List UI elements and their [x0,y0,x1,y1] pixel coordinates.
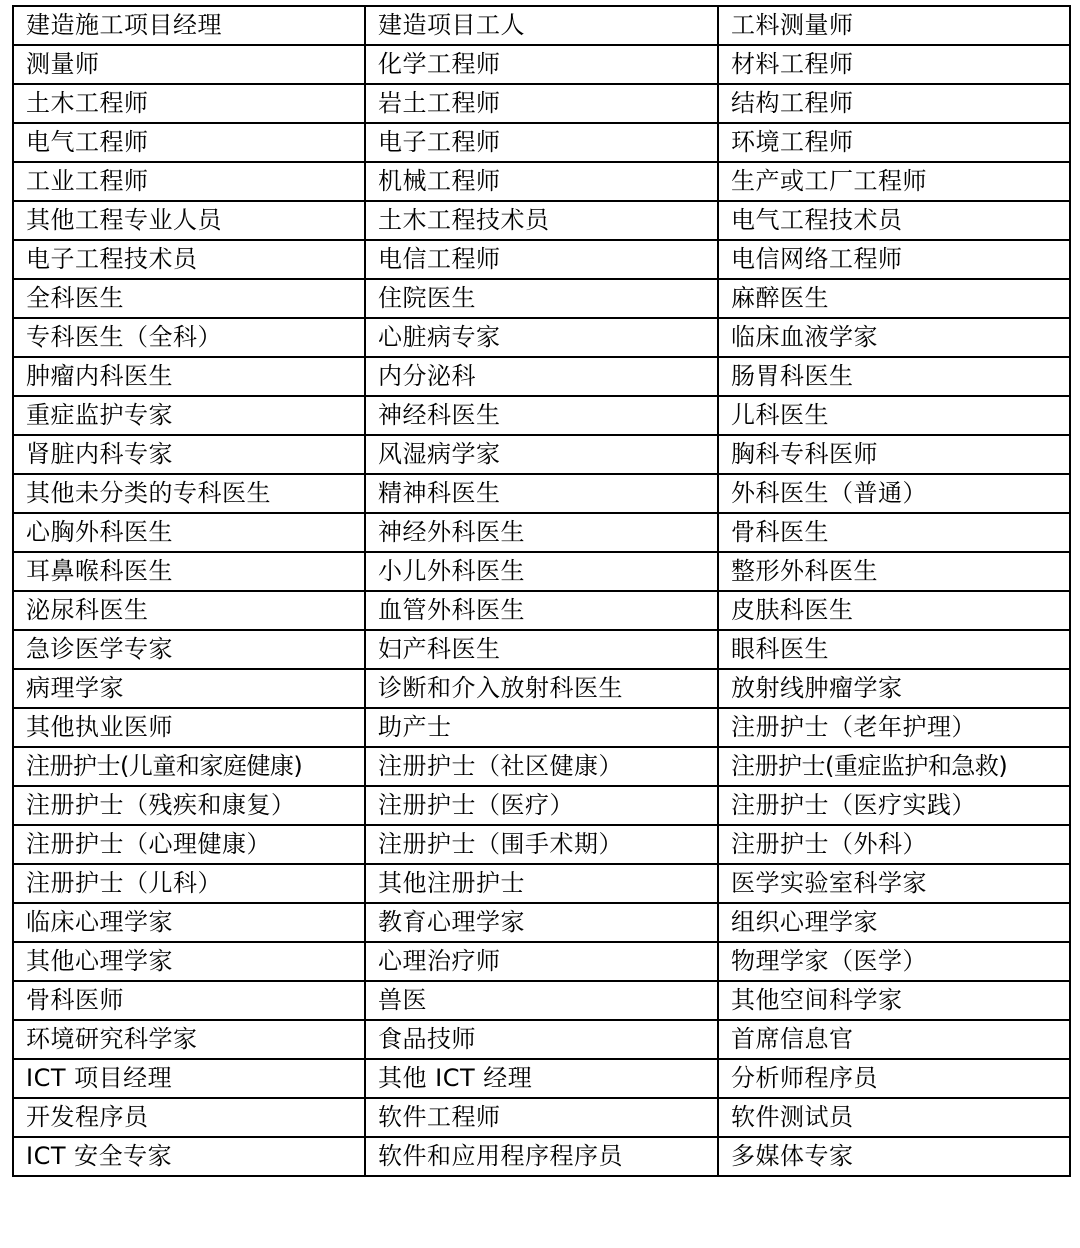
table-cell: 兽医 [365,981,718,1020]
table-cell: 电信工程师 [365,240,718,279]
table-cell: 神经科医生 [365,396,718,435]
table-cell: 肾脏内科专家 [13,435,365,474]
table-row [13,591,1070,630]
table-cell: 心理治疗师 [365,942,718,981]
table-row [13,630,1070,669]
table-row [13,6,1070,45]
table-cell: 临床血液学家 [718,318,1070,357]
table-cell: 首席信息官 [718,1020,1070,1059]
table-cell: 耳鼻喉科医生 [13,552,365,591]
table-cell: 开发程序员 [13,1098,365,1137]
table-row [13,279,1070,318]
table-cell: 电子工程师 [365,123,718,162]
table-cell: 血管外科医生 [365,591,718,630]
table-cell: 软件工程师 [365,1098,718,1137]
table-row [13,864,1070,903]
table-cell: 注册护士(重症监护和急救) [718,747,1070,786]
table-row [13,357,1070,396]
table-cell: 其他心理学家 [13,942,365,981]
table-cell: 重症监护专家 [13,396,365,435]
table-row [13,903,1070,942]
table-cell: 病理学家 [13,669,365,708]
occupation-table-body [13,6,1070,1176]
table-row [13,513,1070,552]
table-cell: 诊断和介入放射科医生 [365,669,718,708]
table-cell: 小儿外科医生 [365,552,718,591]
table-cell: 建造施工项目经理 [13,6,365,45]
table-cell: 食品技师 [365,1020,718,1059]
table-cell: 胸科专科医师 [718,435,1070,474]
table-cell: ICT 项目经理 [13,1059,365,1098]
table-cell: 住院医生 [365,279,718,318]
table-cell: 麻醉医生 [718,279,1070,318]
table-cell: 测量师 [13,45,365,84]
table-cell: 临床心理学家 [13,903,365,942]
table-row [13,123,1070,162]
table-row [13,1020,1070,1059]
table-row [13,1098,1070,1137]
table-cell: 多媒体专家 [718,1137,1070,1176]
table-cell: 组织心理学家 [718,903,1070,942]
table-cell: 妇产科医生 [365,630,718,669]
table-cell: 肿瘤内科医生 [13,357,365,396]
table-cell: ICT 安全专家 [13,1137,365,1176]
table-cell: 其他未分类的专科医生 [13,474,365,513]
table-cell: 助产士 [365,708,718,747]
table-cell: 分析师程序员 [718,1059,1070,1098]
table-cell: 专科医生（全科） [13,318,365,357]
table-cell: 神经外科医生 [365,513,718,552]
table-cell: 土木工程技术员 [365,201,718,240]
table-cell: 电子工程技术员 [13,240,365,279]
table-cell: 电信网络工程师 [718,240,1070,279]
table-cell: 放射线肿瘤学家 [718,669,1070,708]
table-row [13,552,1070,591]
table-cell: 材料工程师 [718,45,1070,84]
table-row [13,1059,1070,1098]
table-row [13,162,1070,201]
table-cell: 注册护士（围手术期） [365,825,718,864]
table-cell: 岩土工程师 [365,84,718,123]
table-cell: 其他注册护士 [365,864,718,903]
table-cell: 整形外科医生 [718,552,1070,591]
table-cell: 土木工程师 [13,84,365,123]
table-cell: 肠胃科医生 [718,357,1070,396]
table-cell: 软件测试员 [718,1098,1070,1137]
table-cell: 工料测量师 [718,6,1070,45]
table-cell: 心胸外科医生 [13,513,365,552]
table-row [13,669,1070,708]
table-cell: 注册护士（残疾和康复） [13,786,365,825]
table-row [13,708,1070,747]
table-row [13,981,1070,1020]
table-cell: 注册护士（社区健康） [365,747,718,786]
table-cell: 外科医生（普通） [718,474,1070,513]
table-cell: 注册护士（医疗实践） [718,786,1070,825]
table-cell: 工业工程师 [13,162,365,201]
table-cell: 其他 ICT 经理 [365,1059,718,1098]
table-cell: 其他执业医师 [13,708,365,747]
table-cell: 内分泌科 [365,357,718,396]
table-row [13,747,1070,786]
table-cell: 建造项目工人 [365,6,718,45]
table-cell: 风湿病学家 [365,435,718,474]
table-row [13,1137,1070,1176]
table-cell: 软件和应用程序程序员 [365,1137,718,1176]
table-row [13,396,1070,435]
table-cell: 泌尿科医生 [13,591,365,630]
table-cell: 其他工程专业人员 [13,201,365,240]
table-cell: 骨科医生 [718,513,1070,552]
table-cell: 环境研究科学家 [13,1020,365,1059]
table-cell: 心脏病专家 [365,318,718,357]
table-cell: 注册护士（老年护理） [718,708,1070,747]
table-cell: 电气工程师 [13,123,365,162]
table-cell: 其他空间科学家 [718,981,1070,1020]
table-cell: 生产或工厂工程师 [718,162,1070,201]
table-cell: 化学工程师 [365,45,718,84]
table-cell: 皮肤科医生 [718,591,1070,630]
table-cell: 急诊医学专家 [13,630,365,669]
table-cell: 注册护士（心理健康） [13,825,365,864]
table-cell: 注册护士（儿科） [13,864,365,903]
table-cell: 医学实验室科学家 [718,864,1070,903]
table-cell: 结构工程师 [718,84,1070,123]
table-cell: 物理学家（医学） [718,942,1070,981]
table-cell: 全科医生 [13,279,365,318]
table-row [13,825,1070,864]
table-row [13,45,1070,84]
table-cell: 注册护士(儿童和家庭健康) [13,747,365,786]
table-row [13,474,1070,513]
table-cell: 精神科医生 [365,474,718,513]
table-row [13,435,1070,474]
table-cell: 机械工程师 [365,162,718,201]
table-cell: 电气工程技术员 [718,201,1070,240]
table-row [13,786,1070,825]
table-cell: 教育心理学家 [365,903,718,942]
table-cell: 注册护士（医疗） [365,786,718,825]
table-row [13,942,1070,981]
table-row [13,201,1070,240]
table-cell: 环境工程师 [718,123,1070,162]
table-cell: 儿科医生 [718,396,1070,435]
table-row [13,240,1070,279]
table-row [13,318,1070,357]
table-row [13,84,1070,123]
occupation-table [12,5,1071,1177]
table-cell: 眼科医生 [718,630,1070,669]
table-cell: 注册护士（外科） [718,825,1070,864]
table-cell: 骨科医师 [13,981,365,1020]
